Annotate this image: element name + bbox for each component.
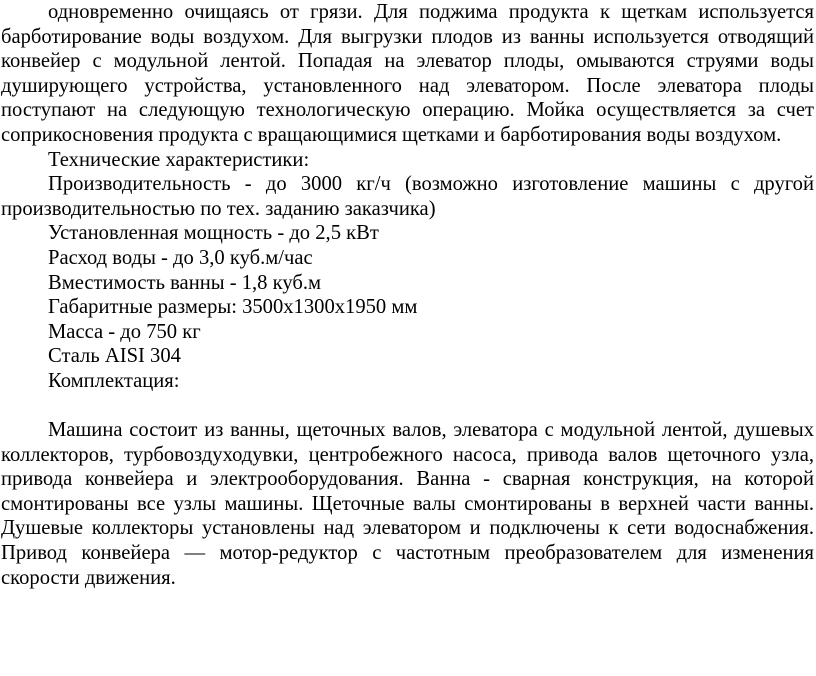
spec-configuration-heading: Комплектация: — [48, 369, 180, 392]
spec-mass: Масса - до 750 кг — [48, 320, 201, 343]
spec-power: Установленная мощность - до 2,5 кВт — [48, 222, 379, 245]
productivity-line: Производительность - до 3000 кг/ч (возможно изготовление машины с другой производительностью по тех. заданию заказчика) — [1, 173, 814, 220]
spec-tank-capacity: Вместимость ванны - 1,8 куб.м — [48, 271, 322, 294]
intro-paragraph: одновременно очищаясь от грязи. Для поджима продукта к щеткам используется барботирование воды воздухом. Для выгрузки плодов из ванны используется отводящий конвейер с модульной лентой. Попадая на элеватор плоды, омываются струями воды душирующего устройства, установленного над элеватором. После элеватора плоды поступают на следующую технологическую операцию. Мойка осуществляется за счет соприкосновения продукта с вращающимися щетками и барботирования воды воздухом. — [1, 1, 814, 146]
blank-line — [1, 394, 814, 419]
spec-water-consumption: Расход воды - до 3,0 куб.м/час — [48, 246, 313, 269]
spec-steel: Сталь AISI 304 — [48, 345, 181, 368]
spec-dimensions: Габаритные размеры: 3500х1300х1950 мм — [48, 296, 418, 319]
description-paragraph: Машина состоит из ванны, щеточных валов, элеватора с модульной лентой, душевых коллекторов, турбовоздуходувки, центробежного насоса, привода валов щеточного узла, привода конвейера и электрооборудования. Ванна - сварная конструкция, на которой смонтированы все узлы машины. Щеточные валы смонтированы в верхней части ванны. Душевые коллекторы установлены над элеватором и подключены к сети водоснабжения. Привод конвейера — мотор-редуктор с частотным преобразователем для изменения скорости движения. — [1, 419, 814, 589]
specs-heading: Технические характеристики: — [48, 148, 310, 171]
